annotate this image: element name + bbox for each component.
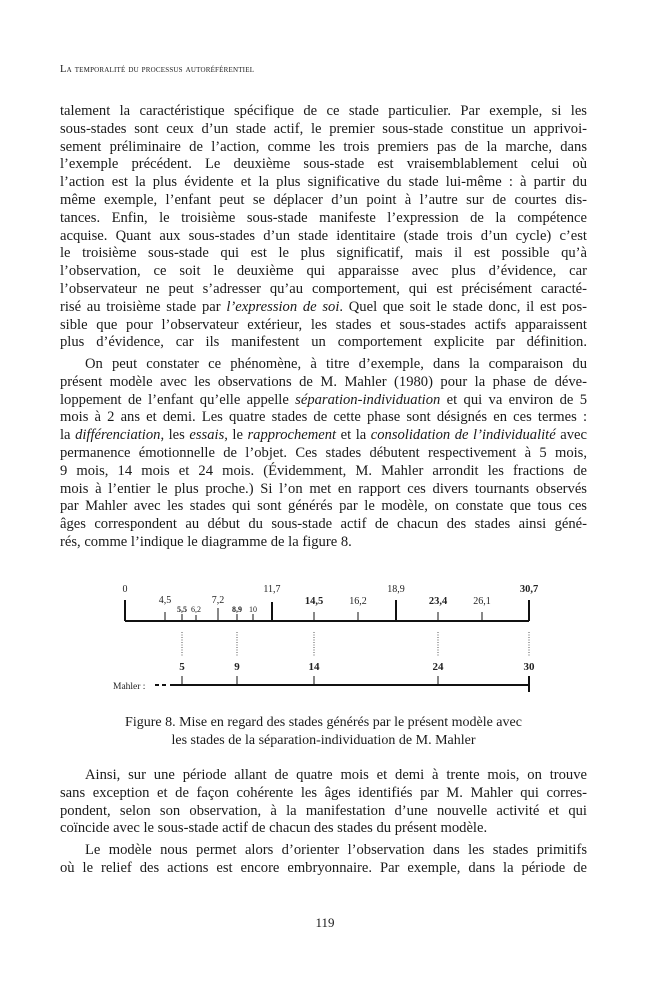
text-segment: , le bbox=[224, 427, 248, 444]
text-segment: même exemple, l’enfant peut se déplacer d’un point à l’autre sur de courtes dis- bbox=[60, 191, 587, 208]
text-segment: sous-stades sont ceux d’un stade actif, le premier sous-stade constitue un apprivoi- bbox=[60, 120, 587, 137]
text-segment: mois à l’entier le plus proche.) Si l’on met en rapport ces divers tournants observés bbox=[60, 480, 587, 497]
text-segment: acquise. Quant aux sous-stades d’un stade identitaire (stade trois d’un cycle) c’est bbox=[60, 227, 587, 244]
text-segment: avec bbox=[555, 427, 587, 444]
model-tick-label: 16,2 bbox=[349, 596, 367, 607]
italic-term: l’expression de soi bbox=[226, 298, 340, 315]
model-tick-label: 7,2 bbox=[211, 595, 225, 606]
mahler-tick-label: 30 bbox=[523, 661, 535, 673]
text-segment: pondent, selon son observation, à la manifestation d’une nouvelle activité et qui bbox=[60, 802, 587, 819]
italic-term: différenciation bbox=[75, 427, 161, 444]
text-segment: . Quel que soit le stade donc, il est pos- bbox=[339, 298, 588, 315]
text-segment: et la bbox=[336, 427, 371, 444]
text-segment: âges correspondent au début du sous-stade actif de chacun des stades ainsi géné- bbox=[60, 516, 587, 533]
caption-line: les stades de la séparation-individuation de M. Mahler bbox=[171, 733, 476, 748]
model-tick-label: 30,7 bbox=[519, 584, 539, 595]
text-segment: présent modèle avec les observations de M. Mahler (1980) pour la phase de déve- bbox=[60, 373, 587, 390]
text-segment: sible que pour l’observateur extérieur, les stades et sous-stades actifs apparaissent bbox=[60, 316, 587, 333]
text-segment: tances. Enfin, le troisième sous-stade manifeste l’expression de la compétence bbox=[60, 209, 587, 226]
text-segment: sans exception et de façon cohérente les âges identifiés par M. Mahler qui corres- bbox=[60, 784, 587, 801]
italic-term: consolidation de l’individualité bbox=[370, 427, 556, 444]
model-tick-label: 18,9 bbox=[387, 584, 405, 595]
text-segment: le troisième sous-stade qui est le plus significatif, mais il est possible qu’à bbox=[60, 245, 587, 262]
model-tick-label: 8,9 bbox=[232, 605, 242, 614]
mahler-tick-label: 14 bbox=[308, 661, 320, 673]
figure-caption bbox=[60, 714, 587, 750]
text-segment: mois à 2 ans et demi. Les quatre stades de cette phase sont désignés en ces termes : bbox=[60, 409, 587, 426]
text-segment: Le modèle nous permet alors d’orienter l’observation dans les stades primitifs bbox=[85, 842, 587, 858]
italic-term: essais bbox=[189, 427, 225, 444]
mahler-label: Mahler : bbox=[113, 682, 146, 692]
text-segment: par Mahler avec les stades qui sont générés par le modèle, on constate que tous ces bbox=[60, 498, 587, 515]
model-tick-label: 14,5 bbox=[304, 596, 324, 607]
text-segment: rés, comme l’indique le diagramme de la figure 8. bbox=[60, 533, 352, 550]
text-segment: , les bbox=[160, 427, 190, 444]
mahler-tick-label: 9 bbox=[234, 661, 240, 673]
running-header: La temporalité du processus autoréférentiel bbox=[60, 64, 255, 75]
text-segment: talement la caractéristique spécifique de ce stade particulier. Par exemple, si les bbox=[60, 103, 587, 119]
text-segment: risé au troisième stade par bbox=[60, 298, 227, 315]
text-segment: et qui va environ de 5 bbox=[440, 391, 588, 408]
text-segment: 9 mois, 14 mois et 24 mois. (Évidemment, M. Mahler arrondit les fractions de bbox=[60, 462, 587, 479]
text-segment: l’exemple précédent. Le deuxième sous-stade est vraisemblablement celui où bbox=[60, 156, 587, 173]
model-tick-label: 6,2 bbox=[191, 605, 201, 614]
text-segment: l’action est la plus évidente et la plus significative du stade lui-même : à partir du bbox=[60, 174, 587, 191]
text-segment: l’observation, ce soit le deuxième qui apparaisse avec plus d’évidence, car bbox=[60, 263, 587, 280]
text-segment: permanence émotionnelle de l’objet. Ces stades débutent respectivement à 5 mois, bbox=[60, 444, 587, 461]
italic-term: rapprochement bbox=[247, 427, 337, 444]
model-tick-label: 5,5 bbox=[177, 605, 187, 614]
mahler-tick-label: 5 bbox=[179, 661, 185, 673]
text-segment: sement préliminaire de l’action, comme les trois premiers pas de la marche, dans bbox=[60, 138, 587, 155]
mahler-tick-label: 24 bbox=[432, 661, 444, 673]
text-segment: coïncide avec le sous-stade actif de chacun des stades du présent modèle. bbox=[60, 820, 488, 837]
text-segment: Ainsi, sur une période allant de quatre mois et demi à trente mois, on trouve bbox=[85, 767, 587, 783]
text-segment: la bbox=[60, 427, 76, 444]
model-tick-label: 0 bbox=[122, 584, 128, 595]
text-segment: où le relief des actions est encore embryonnaire. Par exemple, dans la période de bbox=[60, 859, 587, 876]
model-tick-label: 4,5 bbox=[158, 595, 172, 606]
text-segment: l’observateur ne peut s’adresser qu’au comportement, qui est précisément caracté- bbox=[60, 280, 587, 297]
model-tick-label: 26,1 bbox=[473, 596, 491, 607]
page-number: 119 bbox=[315, 915, 335, 930]
model-tick-label: 11,7 bbox=[263, 584, 281, 595]
italic-term: séparation-individuation bbox=[295, 391, 441, 408]
model-tick-label: 10 bbox=[249, 605, 257, 614]
text-segment: plus d’évidence, car ils manifestent un comportement explicite par définition. bbox=[60, 334, 587, 351]
text-segment: loppement de l’enfant qu’elle appelle bbox=[60, 391, 296, 408]
model-tick-label: 23,4 bbox=[428, 596, 448, 607]
caption-line: Figure 8. Mise en regard des stades générés par le présent modèle avec bbox=[125, 715, 522, 730]
text-segment: On peut constater ce phénomène, à titre d’exemple, dans la comparaison du bbox=[85, 356, 587, 372]
